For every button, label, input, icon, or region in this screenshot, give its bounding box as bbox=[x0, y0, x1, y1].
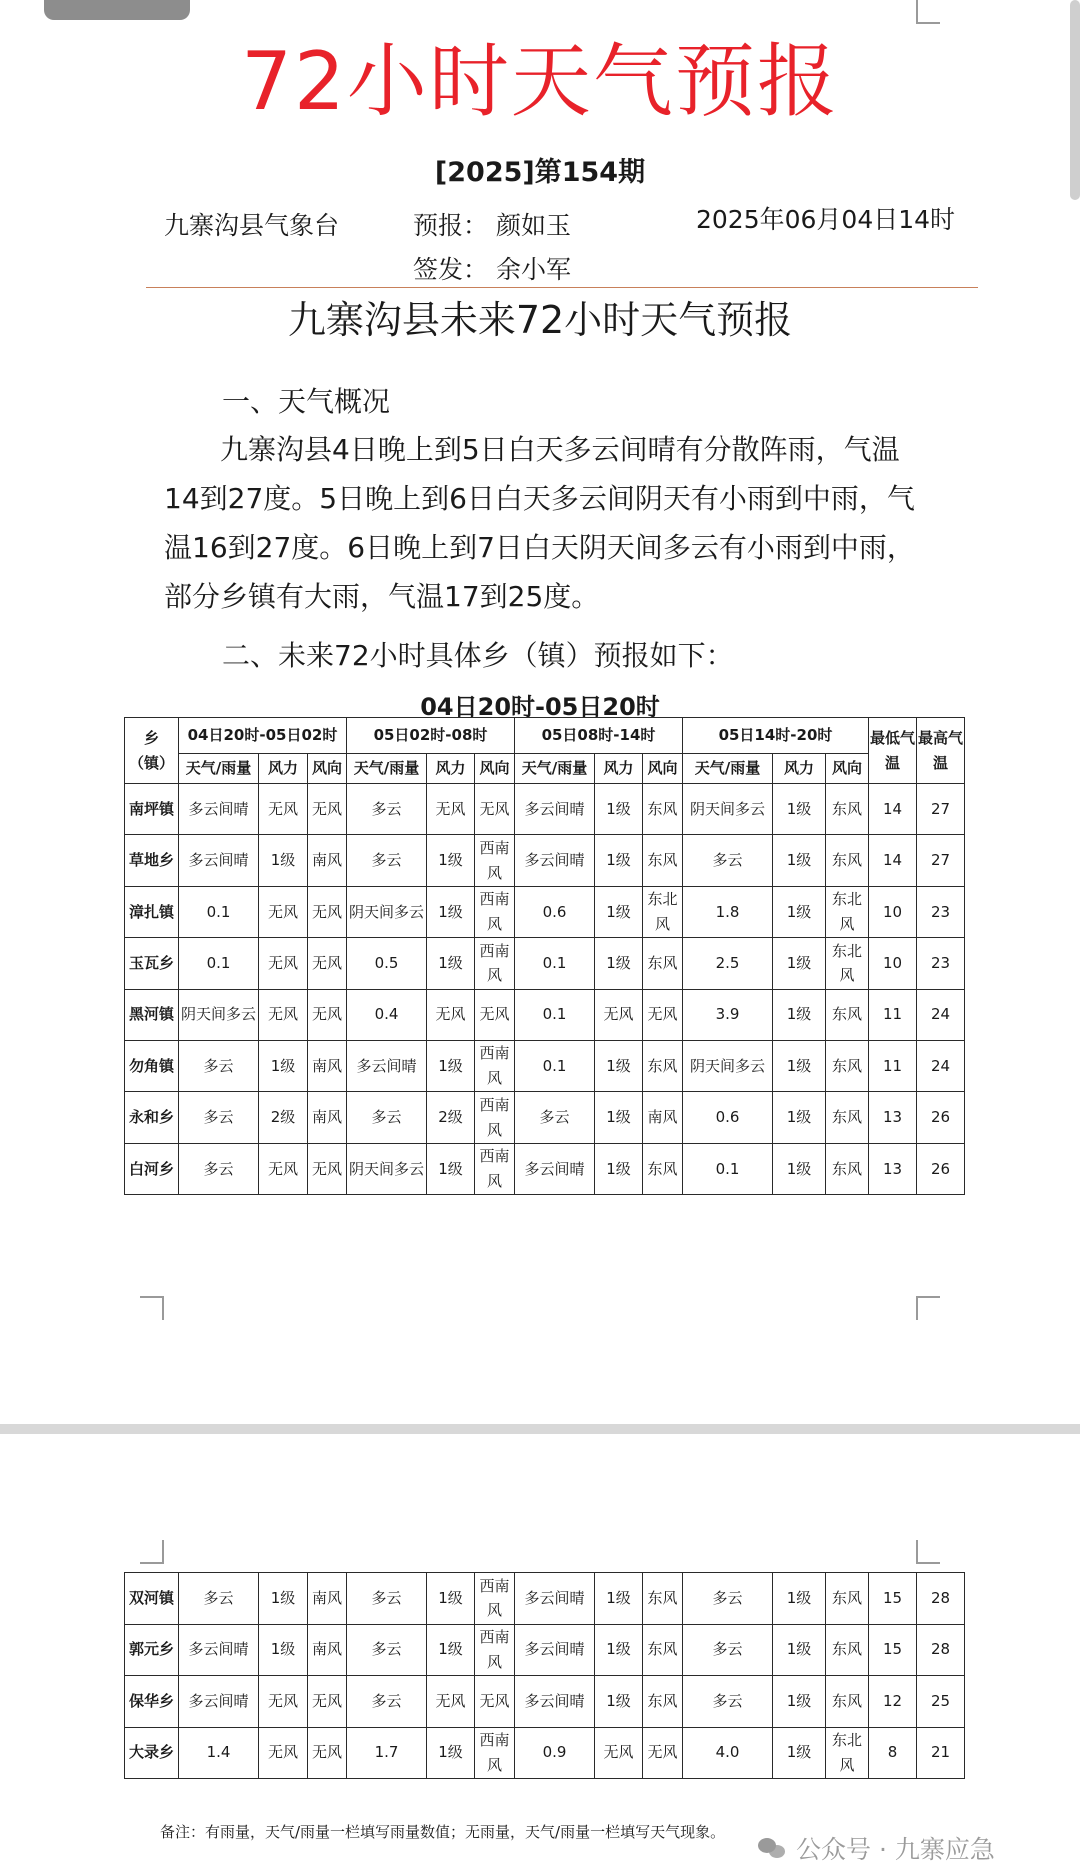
table-row bbox=[125, 1040, 965, 1091]
wind-force-subheader: 风力 bbox=[773, 754, 826, 784]
weather-cell: 0.1 bbox=[515, 989, 595, 1040]
watermark bbox=[758, 1830, 995, 1866]
wind-force-cell: 1级 bbox=[773, 1143, 826, 1194]
max-temp-cell: 28 bbox=[917, 1573, 965, 1625]
overview-paragraph bbox=[164, 425, 924, 621]
town-name: 白河乡 bbox=[125, 1143, 179, 1194]
header-rule bbox=[146, 287, 978, 288]
table-header-row bbox=[125, 718, 965, 754]
section-heading-overview: 一、天气概况 bbox=[222, 385, 391, 418]
wind-force-cell: 无风 bbox=[259, 1143, 308, 1194]
period-header: 05日02时-08时 bbox=[347, 718, 515, 754]
page-corner-mark bbox=[140, 1296, 164, 1320]
weather-cell: 4.0 bbox=[683, 1727, 773, 1779]
issuer: 签发： 余小军 bbox=[413, 255, 571, 284]
wind-dir-cell: 无风 bbox=[643, 989, 683, 1040]
wind-dir-cell: 东风 bbox=[643, 938, 683, 989]
weather-cell: 2.5 bbox=[683, 938, 773, 989]
weather-cell: 多云 bbox=[515, 1092, 595, 1143]
issue-datetime: 2025年06月04日14时 bbox=[696, 205, 956, 234]
weather-cell: 阴天间多云 bbox=[347, 1143, 427, 1194]
weather-cell: 多云 bbox=[347, 835, 427, 886]
weather-cell: 0.6 bbox=[683, 1092, 773, 1143]
wind-force-cell: 1级 bbox=[427, 1727, 475, 1779]
weather-cell: 多云间晴 bbox=[179, 784, 259, 835]
wind-force-subheader: 风力 bbox=[259, 754, 308, 784]
weather-cell: 多云 bbox=[179, 1573, 259, 1625]
wind-force-cell: 1级 bbox=[595, 1040, 643, 1091]
wind-force-cell: 1级 bbox=[595, 1573, 643, 1625]
weather-cell: 阴天间多云 bbox=[179, 989, 259, 1040]
table-row bbox=[125, 1143, 965, 1194]
wind-force-cell: 1级 bbox=[595, 784, 643, 835]
wind-force-cell: 无风 bbox=[259, 989, 308, 1040]
weather-cell: 0.1 bbox=[515, 938, 595, 989]
wind-force-cell: 1级 bbox=[773, 1624, 826, 1676]
wind-force-cell: 无风 bbox=[427, 989, 475, 1040]
max-temp-header: 最高气温 bbox=[917, 718, 965, 784]
max-temp-cell: 23 bbox=[917, 886, 965, 937]
wind-dir-cell: 东风 bbox=[826, 1624, 869, 1676]
wind-dir-cell: 东风 bbox=[643, 1624, 683, 1676]
weather-cell: 0.1 bbox=[179, 886, 259, 937]
page-break bbox=[0, 1424, 1080, 1434]
weather-cell: 0.5 bbox=[347, 938, 427, 989]
wind-force-cell: 1级 bbox=[595, 1143, 643, 1194]
wind-force-cell: 无风 bbox=[595, 1727, 643, 1779]
wind-force-cell: 1级 bbox=[427, 886, 475, 937]
document-title: 72小时天气预报 bbox=[241, 35, 839, 128]
wind-force-cell: 无风 bbox=[427, 1676, 475, 1728]
max-temp-cell: 23 bbox=[917, 938, 965, 989]
wind-force-cell: 1级 bbox=[427, 835, 475, 886]
wechat-icon bbox=[758, 1836, 788, 1860]
table-row bbox=[125, 1676, 965, 1728]
table-row bbox=[125, 1573, 965, 1625]
wind-dir-cell: 西南风 bbox=[475, 938, 515, 989]
table-title: 04日20时-05日20时 bbox=[420, 693, 660, 721]
min-temp-cell: 13 bbox=[869, 1092, 917, 1143]
wind-force-cell: 1级 bbox=[773, 1727, 826, 1779]
town-name: 勿角镇 bbox=[125, 1040, 179, 1091]
wind-dir-cell: 西南风 bbox=[475, 1624, 515, 1676]
weather-cell: 多云间晴 bbox=[179, 1676, 259, 1728]
wind-dir-subheader: 风向 bbox=[475, 754, 515, 784]
wind-force-cell: 无风 bbox=[259, 1727, 308, 1779]
wind-dir-cell: 东风 bbox=[826, 835, 869, 886]
watermark-text: 公众号 · 九寨应急 bbox=[796, 1835, 995, 1864]
min-temp-cell: 14 bbox=[869, 784, 917, 835]
min-temp-cell: 15 bbox=[869, 1573, 917, 1625]
weather-cell: 0.9 bbox=[515, 1727, 595, 1779]
town-name: 双河镇 bbox=[125, 1573, 179, 1625]
overview-text: 九寨沟县4日晚上到5日白天多云间晴有分散阵雨，气温14到27度。5日晚上到6日白天多云间阴天有小雨到中雨，气温16到27度。6日晚上到7日白天阴天间多云有小雨到中雨，部分乡镇有大雨，气温17到25度。 bbox=[164, 433, 915, 613]
weather-cell: 多云 bbox=[179, 1092, 259, 1143]
table-row bbox=[125, 1092, 965, 1143]
min-temp-cell: 10 bbox=[869, 938, 917, 989]
wind-force-cell: 无风 bbox=[427, 784, 475, 835]
wind-dir-cell: 无风 bbox=[475, 989, 515, 1040]
wind-force-cell: 无风 bbox=[259, 784, 308, 835]
wind-dir-cell: 无风 bbox=[475, 1676, 515, 1728]
table-row bbox=[125, 989, 965, 1040]
wind-force-cell: 2级 bbox=[427, 1092, 475, 1143]
weather-cell: 多云 bbox=[179, 1143, 259, 1194]
weather-cell: 多云间晴 bbox=[179, 835, 259, 886]
wind-dir-cell: 东风 bbox=[643, 1040, 683, 1091]
wind-dir-cell: 西南风 bbox=[475, 1092, 515, 1143]
wind-dir-cell: 东风 bbox=[826, 784, 869, 835]
wind-force-subheader: 风力 bbox=[427, 754, 475, 784]
wind-force-cell: 1级 bbox=[773, 989, 826, 1040]
weather-cell: 多云间晴 bbox=[515, 835, 595, 886]
forecast-table bbox=[124, 717, 965, 1195]
wind-force-cell: 1级 bbox=[595, 1676, 643, 1728]
forecast-subtitle: 九寨沟县未来72小时天气预报 bbox=[287, 298, 793, 342]
wind-force-cell: 无风 bbox=[259, 938, 308, 989]
town-name: 大录乡 bbox=[125, 1727, 179, 1779]
max-temp-cell: 25 bbox=[917, 1676, 965, 1728]
weather-cell: 多云 bbox=[683, 1573, 773, 1625]
wind-force-cell: 1级 bbox=[773, 1092, 826, 1143]
wind-force-cell: 1级 bbox=[595, 835, 643, 886]
weather-cell: 多云间晴 bbox=[515, 1624, 595, 1676]
min-temp-cell: 13 bbox=[869, 1143, 917, 1194]
wind-dir-cell: 无风 bbox=[308, 1727, 347, 1779]
wind-force-cell: 1级 bbox=[595, 938, 643, 989]
wind-dir-cell: 东风 bbox=[643, 1676, 683, 1728]
wind-dir-cell: 东北风 bbox=[826, 886, 869, 937]
weather-cell: 多云 bbox=[347, 1573, 427, 1625]
wind-force-cell: 1级 bbox=[427, 1143, 475, 1194]
wind-force-cell: 1级 bbox=[427, 938, 475, 989]
wind-force-cell: 1级 bbox=[259, 1573, 308, 1625]
wind-dir-subheader: 风向 bbox=[308, 754, 347, 784]
max-temp-cell: 24 bbox=[917, 989, 965, 1040]
wind-dir-cell: 南风 bbox=[308, 1573, 347, 1625]
table-row bbox=[125, 938, 965, 989]
town-name: 永和乡 bbox=[125, 1092, 179, 1143]
weather-cell: 1.8 bbox=[683, 886, 773, 937]
town-name: 郭元乡 bbox=[125, 1624, 179, 1676]
weather-cell: 多云 bbox=[683, 1676, 773, 1728]
weather-cell: 多云间晴 bbox=[515, 1676, 595, 1728]
weather-cell: 0.6 bbox=[515, 886, 595, 937]
town-header: 乡（镇） bbox=[125, 718, 179, 784]
wind-dir-cell: 东风 bbox=[643, 835, 683, 886]
status-pill bbox=[44, 0, 190, 20]
wind-dir-cell: 南风 bbox=[308, 1040, 347, 1091]
weather-cell: 多云间晴 bbox=[515, 1143, 595, 1194]
page-corner-mark bbox=[916, 1296, 940, 1320]
weather-cell: 0.1 bbox=[179, 938, 259, 989]
wind-dir-cell: 南风 bbox=[643, 1092, 683, 1143]
weather-cell: 多云 bbox=[347, 1676, 427, 1728]
wind-force-cell: 1级 bbox=[773, 938, 826, 989]
min-temp-cell: 11 bbox=[869, 1040, 917, 1091]
wind-force-cell: 1级 bbox=[773, 835, 826, 886]
wind-dir-cell: 西南风 bbox=[475, 835, 515, 886]
max-temp-cell: 24 bbox=[917, 1040, 965, 1091]
max-temp-cell: 27 bbox=[917, 835, 965, 886]
weather-subheader: 天气/雨量 bbox=[683, 754, 773, 784]
weather-cell: 多云间晴 bbox=[515, 784, 595, 835]
page-corner-mark bbox=[916, 0, 940, 24]
weather-cell: 3.9 bbox=[683, 989, 773, 1040]
max-temp-cell: 26 bbox=[917, 1092, 965, 1143]
wind-force-cell: 1级 bbox=[595, 1624, 643, 1676]
wind-dir-cell: 南风 bbox=[308, 1624, 347, 1676]
max-temp-cell: 28 bbox=[917, 1624, 965, 1676]
weather-cell: 1.7 bbox=[347, 1727, 427, 1779]
town-name: 草地乡 bbox=[125, 835, 179, 886]
max-temp-cell: 26 bbox=[917, 1143, 965, 1194]
period-header: 05日08时-14时 bbox=[515, 718, 683, 754]
wind-force-cell: 1级 bbox=[259, 1040, 308, 1091]
table-row bbox=[125, 1727, 965, 1779]
weather-subheader: 天气/雨量 bbox=[515, 754, 595, 784]
min-temp-header: 最低气温 bbox=[869, 718, 917, 784]
wind-dir-cell: 东风 bbox=[643, 784, 683, 835]
wind-dir-cell: 无风 bbox=[308, 1676, 347, 1728]
table-row bbox=[125, 835, 965, 886]
wind-force-cell: 1级 bbox=[773, 784, 826, 835]
town-name: 保华乡 bbox=[125, 1676, 179, 1728]
town-name: 黑河镇 bbox=[125, 989, 179, 1040]
weather-cell: 多云 bbox=[347, 1092, 427, 1143]
min-temp-cell: 12 bbox=[869, 1676, 917, 1728]
issue-number: [2025]第154期 bbox=[434, 157, 646, 188]
weather-cell: 1.4 bbox=[179, 1727, 259, 1779]
weather-cell: 多云 bbox=[347, 784, 427, 835]
wind-force-cell: 1级 bbox=[427, 1040, 475, 1091]
wind-dir-cell: 东风 bbox=[826, 1092, 869, 1143]
table-subheader-row bbox=[125, 754, 965, 784]
wind-dir-cell: 东北风 bbox=[826, 938, 869, 989]
weather-cell: 阴天间多云 bbox=[683, 1040, 773, 1091]
min-temp-cell: 8 bbox=[869, 1727, 917, 1779]
wind-force-cell: 1级 bbox=[773, 1040, 826, 1091]
wind-force-cell: 1级 bbox=[773, 886, 826, 937]
section-heading-towns: 二、未来72小时具体乡（镇）预报如下： bbox=[222, 639, 734, 672]
weather-cell: 阴天间多云 bbox=[347, 886, 427, 937]
min-temp-cell: 10 bbox=[869, 886, 917, 937]
table-row bbox=[125, 1624, 965, 1676]
page-corner-mark bbox=[916, 1540, 940, 1564]
period-header: 04日20时-05日02时 bbox=[179, 718, 347, 754]
town-name: 玉瓦乡 bbox=[125, 938, 179, 989]
page-corner-mark bbox=[140, 1540, 164, 1564]
period-header: 05日14时-20时 bbox=[683, 718, 869, 754]
max-temp-cell: 27 bbox=[917, 784, 965, 835]
wind-dir-cell: 西南风 bbox=[475, 886, 515, 937]
wind-dir-cell: 南风 bbox=[308, 1092, 347, 1143]
wind-dir-cell: 东风 bbox=[643, 1143, 683, 1194]
wind-dir-cell: 无风 bbox=[308, 938, 347, 989]
wind-dir-cell: 东北风 bbox=[826, 1727, 869, 1779]
weather-cell: 多云间晴 bbox=[515, 1573, 595, 1625]
weather-cell: 阴天间多云 bbox=[683, 784, 773, 835]
wind-force-cell: 1级 bbox=[259, 1624, 308, 1676]
wind-force-cell: 无风 bbox=[259, 886, 308, 937]
weather-cell: 多云 bbox=[347, 1624, 427, 1676]
wind-force-cell: 1级 bbox=[259, 835, 308, 886]
wind-dir-cell: 东风 bbox=[826, 1676, 869, 1728]
table-note: 备注：有雨量，天气/雨量一栏填写雨量数值；无雨量，天气/雨量一栏填写天气现象。 bbox=[160, 1823, 726, 1841]
wind-force-cell: 1级 bbox=[595, 1092, 643, 1143]
wind-dir-cell: 东风 bbox=[826, 1040, 869, 1091]
wind-dir-cell: 无风 bbox=[308, 784, 347, 835]
wind-force-cell: 1级 bbox=[595, 886, 643, 937]
weather-cell: 多云 bbox=[179, 1040, 259, 1091]
forecast-table-continued bbox=[124, 1572, 965, 1779]
office-name: 九寨沟县气象台 bbox=[164, 211, 340, 240]
wind-force-cell: 无风 bbox=[595, 989, 643, 1040]
wind-dir-subheader: 风向 bbox=[643, 754, 683, 784]
wind-dir-cell: 东风 bbox=[826, 989, 869, 1040]
wind-dir-cell: 西南风 bbox=[475, 1040, 515, 1091]
wind-dir-cell: 无风 bbox=[308, 1143, 347, 1194]
wind-dir-cell: 无风 bbox=[475, 784, 515, 835]
forecaster: 预报： 颜如玉 bbox=[413, 211, 571, 240]
wind-force-cell: 1级 bbox=[427, 1573, 475, 1625]
wind-force-subheader: 风力 bbox=[595, 754, 643, 784]
weather-cell: 多云 bbox=[683, 1624, 773, 1676]
weather-subheader: 天气/雨量 bbox=[179, 754, 259, 784]
wind-dir-cell: 东北风 bbox=[643, 886, 683, 937]
wind-dir-cell: 西南风 bbox=[475, 1143, 515, 1194]
wind-dir-cell: 无风 bbox=[643, 1727, 683, 1779]
wind-force-cell: 1级 bbox=[773, 1573, 826, 1625]
wind-dir-cell: 西南风 bbox=[475, 1573, 515, 1625]
max-temp-cell: 21 bbox=[917, 1727, 965, 1779]
min-temp-cell: 14 bbox=[869, 835, 917, 886]
town-name: 漳扎镇 bbox=[125, 886, 179, 937]
weather-cell: 0.4 bbox=[347, 989, 427, 1040]
wind-dir-cell: 东风 bbox=[643, 1573, 683, 1625]
wind-dir-cell: 西南风 bbox=[475, 1727, 515, 1779]
wind-dir-subheader: 风向 bbox=[826, 754, 869, 784]
weather-cell: 多云间晴 bbox=[347, 1040, 427, 1091]
table-row bbox=[125, 886, 965, 937]
wind-force-cell: 1级 bbox=[773, 1676, 826, 1728]
wind-dir-cell: 无风 bbox=[308, 989, 347, 1040]
weather-cell: 0.1 bbox=[683, 1143, 773, 1194]
town-name: 南坪镇 bbox=[125, 784, 179, 835]
min-temp-cell: 15 bbox=[869, 1624, 917, 1676]
wind-dir-cell: 无风 bbox=[308, 886, 347, 937]
wind-force-cell: 无风 bbox=[259, 1676, 308, 1728]
weather-cell: 多云间晴 bbox=[179, 1624, 259, 1676]
weather-cell: 多云 bbox=[683, 835, 773, 886]
table-row bbox=[125, 784, 965, 835]
weather-cell: 0.1 bbox=[515, 1040, 595, 1091]
wind-dir-cell: 东风 bbox=[826, 1143, 869, 1194]
weather-subheader: 天气/雨量 bbox=[347, 754, 427, 784]
wind-force-cell: 2级 bbox=[259, 1092, 308, 1143]
min-temp-cell: 11 bbox=[869, 989, 917, 1040]
wind-force-cell: 1级 bbox=[427, 1624, 475, 1676]
wind-dir-cell: 南风 bbox=[308, 835, 347, 886]
wind-dir-cell: 东风 bbox=[826, 1573, 869, 1625]
